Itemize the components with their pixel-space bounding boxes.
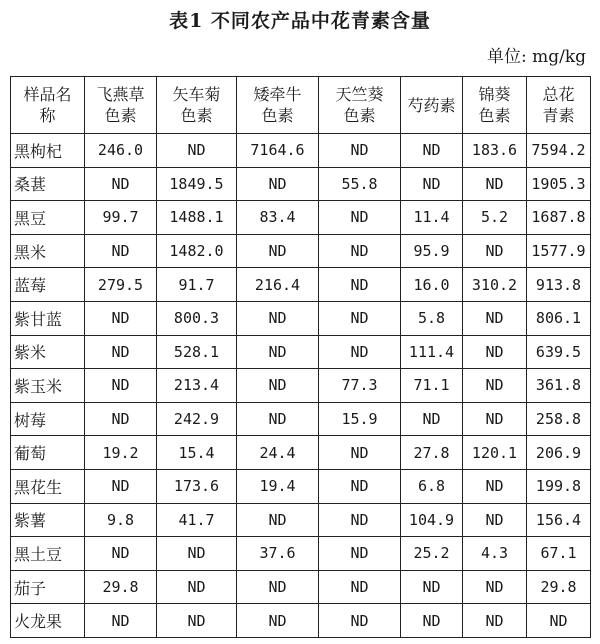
value-cell: 216.4 bbox=[237, 268, 319, 302]
value-cell: ND bbox=[157, 604, 237, 638]
value-cell: 258.8 bbox=[527, 402, 591, 436]
value-cell: ND bbox=[463, 234, 527, 268]
value-cell: ND bbox=[85, 469, 157, 503]
value-cell: ND bbox=[237, 369, 319, 403]
table-row bbox=[11, 301, 591, 335]
table-row bbox=[11, 604, 591, 638]
value-cell: 183.6 bbox=[463, 134, 527, 168]
value-cell: ND bbox=[401, 167, 463, 201]
value-cell: ND bbox=[85, 369, 157, 403]
value-cell: ND bbox=[237, 167, 319, 201]
value-cell: ND bbox=[319, 436, 401, 470]
sample-name-cell: 茄子 bbox=[11, 570, 85, 604]
value-cell: ND bbox=[85, 604, 157, 638]
table-row bbox=[11, 167, 591, 201]
value-cell: ND bbox=[85, 167, 157, 201]
value-cell: 25.2 bbox=[401, 537, 463, 571]
header-sample-name: 样品名 称 bbox=[11, 77, 85, 134]
value-cell: 913.8 bbox=[527, 268, 591, 302]
value-cell: ND bbox=[401, 402, 463, 436]
value-cell: ND bbox=[319, 268, 401, 302]
value-cell: ND bbox=[237, 604, 319, 638]
anthocyanin-table bbox=[10, 76, 591, 638]
table-row bbox=[11, 234, 591, 268]
value-cell: ND bbox=[85, 301, 157, 335]
value-cell: ND bbox=[237, 503, 319, 537]
header-petunidin: 矮牵牛 色素 bbox=[237, 77, 319, 134]
sample-name-cell: 黑米 bbox=[11, 234, 85, 268]
value-cell: 213.4 bbox=[157, 369, 237, 403]
value-cell: 528.1 bbox=[157, 335, 237, 369]
value-cell: ND bbox=[319, 301, 401, 335]
value-cell: 806.1 bbox=[527, 301, 591, 335]
value-cell: 156.4 bbox=[527, 503, 591, 537]
value-cell: 5.2 bbox=[463, 201, 527, 235]
header-peonidin: 芍药素 bbox=[401, 77, 463, 134]
sample-name-cell: 蓝莓 bbox=[11, 268, 85, 302]
value-cell: 246.0 bbox=[85, 134, 157, 168]
value-cell: 29.8 bbox=[85, 570, 157, 604]
table-row bbox=[11, 537, 591, 571]
value-cell: ND bbox=[237, 301, 319, 335]
sample-name-cell: 紫甘蓝 bbox=[11, 301, 85, 335]
value-cell: 1687.8 bbox=[527, 201, 591, 235]
value-cell: 1488.1 bbox=[157, 201, 237, 235]
sample-name-cell: 黑花生 bbox=[11, 469, 85, 503]
value-cell: ND bbox=[237, 335, 319, 369]
value-cell: ND bbox=[463, 469, 527, 503]
value-cell: 9.8 bbox=[85, 503, 157, 537]
value-cell: ND bbox=[319, 234, 401, 268]
value-cell: ND bbox=[319, 570, 401, 604]
value-cell: 242.9 bbox=[157, 402, 237, 436]
value-cell: ND bbox=[463, 570, 527, 604]
value-cell: 639.5 bbox=[527, 335, 591, 369]
value-cell: 37.6 bbox=[237, 537, 319, 571]
value-cell: ND bbox=[463, 402, 527, 436]
value-cell: 15.4 bbox=[157, 436, 237, 470]
value-cell: ND bbox=[463, 335, 527, 369]
value-cell: ND bbox=[319, 134, 401, 168]
value-cell: ND bbox=[85, 335, 157, 369]
value-cell: 19.2 bbox=[85, 436, 157, 470]
value-cell: ND bbox=[237, 234, 319, 268]
header-pelargonidin: 天竺葵 色素 bbox=[319, 77, 401, 134]
value-cell: 16.0 bbox=[401, 268, 463, 302]
value-cell: 71.1 bbox=[401, 369, 463, 403]
value-cell: 7594.2 bbox=[527, 134, 591, 168]
sample-name-cell: 火龙果 bbox=[11, 604, 85, 638]
value-cell: ND bbox=[463, 369, 527, 403]
table-row bbox=[11, 268, 591, 302]
value-cell: ND bbox=[463, 503, 527, 537]
value-cell: 5.8 bbox=[401, 301, 463, 335]
value-cell: 1577.9 bbox=[527, 234, 591, 268]
sample-name-cell: 桑葚 bbox=[11, 167, 85, 201]
value-cell: 104.9 bbox=[401, 503, 463, 537]
value-cell: 4.3 bbox=[463, 537, 527, 571]
value-cell: 361.8 bbox=[527, 369, 591, 403]
value-cell: ND bbox=[157, 134, 237, 168]
value-cell: 99.7 bbox=[85, 201, 157, 235]
value-cell: ND bbox=[319, 201, 401, 235]
value-cell: ND bbox=[463, 301, 527, 335]
value-cell: 91.7 bbox=[157, 268, 237, 302]
value-cell: ND bbox=[527, 604, 591, 638]
unit-label: 单位: mg/kg bbox=[486, 47, 586, 67]
value-cell: 206.9 bbox=[527, 436, 591, 470]
table-row bbox=[11, 134, 591, 168]
header-cyanidin: 矢车菊 色素 bbox=[157, 77, 237, 134]
value-cell: 19.4 bbox=[237, 469, 319, 503]
value-cell: 120.1 bbox=[463, 436, 527, 470]
value-cell: 6.8 bbox=[401, 469, 463, 503]
table-row bbox=[11, 335, 591, 369]
value-cell: 83.4 bbox=[237, 201, 319, 235]
sample-name-cell: 紫薯 bbox=[11, 503, 85, 537]
value-cell: 310.2 bbox=[463, 268, 527, 302]
value-cell: ND bbox=[319, 335, 401, 369]
table-row bbox=[11, 570, 591, 604]
value-cell: ND bbox=[319, 469, 401, 503]
value-cell: 1905.3 bbox=[527, 167, 591, 201]
value-cell: ND bbox=[463, 604, 527, 638]
value-cell: ND bbox=[85, 537, 157, 571]
header-delphinidin: 飞燕草 色素 bbox=[85, 77, 157, 134]
value-cell: ND bbox=[319, 604, 401, 638]
table-row bbox=[11, 503, 591, 537]
value-cell: 279.5 bbox=[85, 268, 157, 302]
value-cell: 800.3 bbox=[157, 301, 237, 335]
value-cell: 1849.5 bbox=[157, 167, 237, 201]
table-title: 表1 不同农产品中花青素含量 bbox=[169, 10, 431, 32]
value-cell: ND bbox=[401, 604, 463, 638]
value-cell: 95.9 bbox=[401, 234, 463, 268]
table-row bbox=[11, 469, 591, 503]
table-row bbox=[11, 201, 591, 235]
header-row bbox=[11, 77, 591, 134]
sample-name-cell: 紫米 bbox=[11, 335, 85, 369]
sample-name-cell: 黑豆 bbox=[11, 201, 85, 235]
value-cell: ND bbox=[319, 537, 401, 571]
value-cell: 173.6 bbox=[157, 469, 237, 503]
value-cell: 27.8 bbox=[401, 436, 463, 470]
value-cell: ND bbox=[157, 570, 237, 604]
sample-name-cell: 树莓 bbox=[11, 402, 85, 436]
value-cell: 77.3 bbox=[319, 369, 401, 403]
value-cell: ND bbox=[463, 167, 527, 201]
value-cell: 29.8 bbox=[527, 570, 591, 604]
value-cell: ND bbox=[85, 402, 157, 436]
value-cell: ND bbox=[237, 570, 319, 604]
sample-name-cell: 紫玉米 bbox=[11, 369, 85, 403]
table-row bbox=[11, 436, 591, 470]
table-row bbox=[11, 402, 591, 436]
header-malvidin: 锦葵 色素 bbox=[463, 77, 527, 134]
value-cell: 55.8 bbox=[319, 167, 401, 201]
value-cell: ND bbox=[401, 134, 463, 168]
value-cell: 1482.0 bbox=[157, 234, 237, 268]
value-cell: ND bbox=[401, 570, 463, 604]
value-cell: ND bbox=[237, 402, 319, 436]
sample-name-cell: 黑土豆 bbox=[11, 537, 85, 571]
value-cell: 41.7 bbox=[157, 503, 237, 537]
value-cell: 24.4 bbox=[237, 436, 319, 470]
table-row bbox=[11, 369, 591, 403]
value-cell: 199.8 bbox=[527, 469, 591, 503]
value-cell: 67.1 bbox=[527, 537, 591, 571]
value-cell: 7164.6 bbox=[237, 134, 319, 168]
value-cell: ND bbox=[85, 234, 157, 268]
value-cell: ND bbox=[157, 537, 237, 571]
sample-name-cell: 葡萄 bbox=[11, 436, 85, 470]
value-cell: 111.4 bbox=[401, 335, 463, 369]
value-cell: 11.4 bbox=[401, 201, 463, 235]
value-cell: ND bbox=[319, 503, 401, 537]
header-total-anthocyanin: 总花 青素 bbox=[527, 77, 591, 134]
sample-name-cell: 黑枸杞 bbox=[11, 134, 85, 168]
value-cell: 15.9 bbox=[319, 402, 401, 436]
